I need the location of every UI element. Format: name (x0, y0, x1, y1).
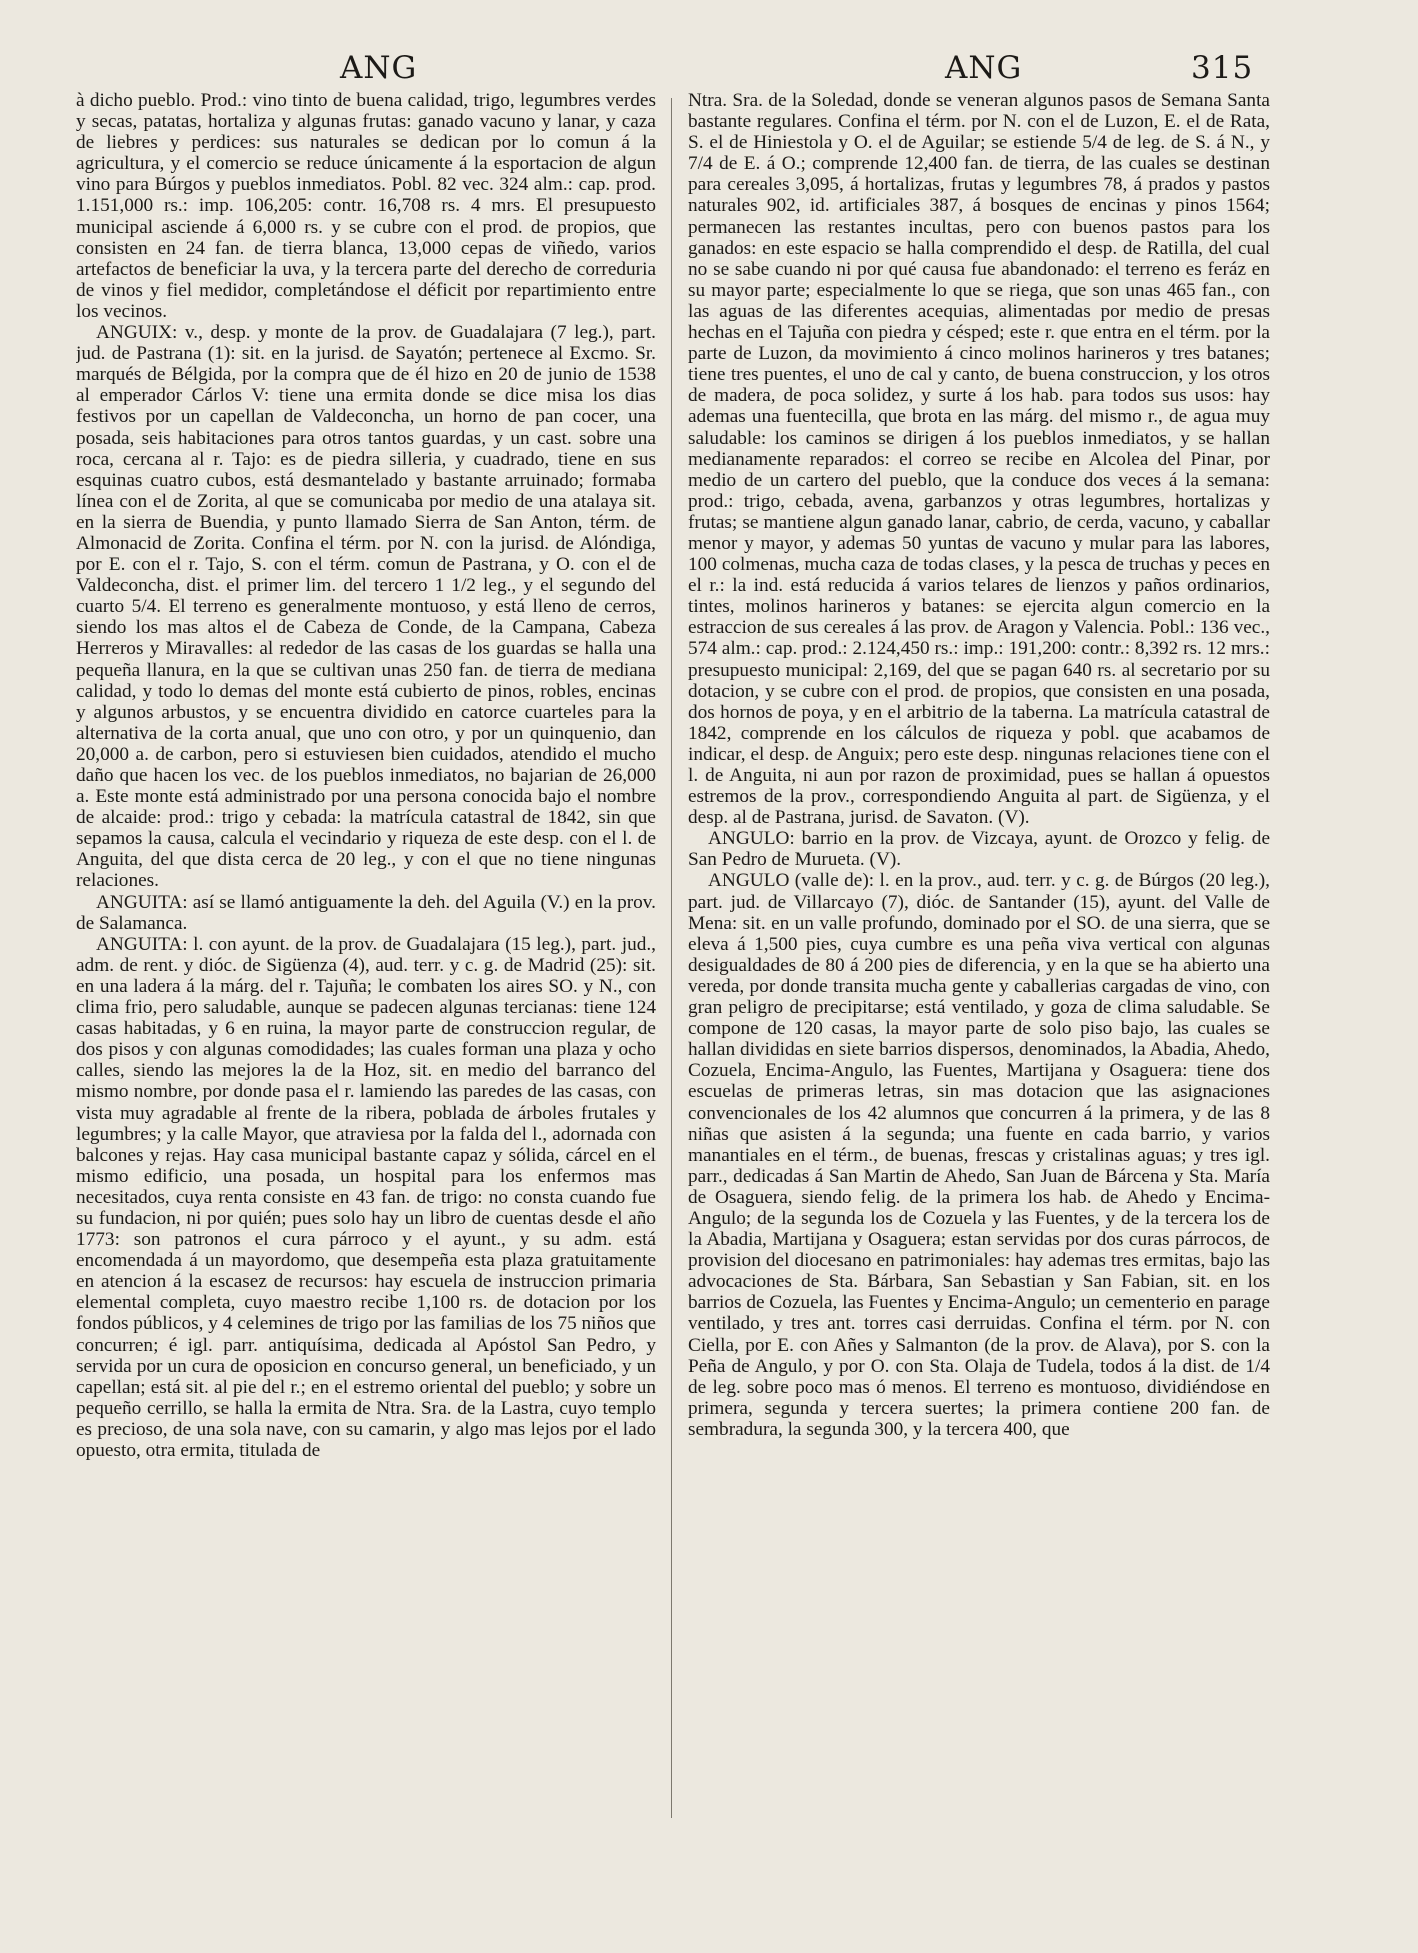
page-number: 315 (1191, 50, 1254, 86)
entry-anguix: ANGUIX: v., desp. y monte de la prov. de Guadalajara (7 leg.), part. jud. de Pastrana (1): sit. en la jurisd. de Sayatón; pertenece al Excmo. Sr. marqués de Bélgida, por la compra que de él hizo en 20 de junio de 1538 al emperador Cárlos V: tiene una ermita donde se dice misa los dias festivos por un capellan de Valdeconcha, un horno de pan cocer, una posada, seis habitaciones para otros tantos guardas, y un cast. sobre una roca, cercana al r. Tajo: es de piedra silleria, y cuadrado, tiene en sus esquinas cuatro cubos, está desmantelado y bastante arruinado; formaba línea con el de Zorita, al que se comunicaba por medio de una atalaya sit. en la sierra de Buendia, y punto llamado Sierra de San Anton, térm. de Almonacid de Zorita. Confina el térm. por N. con la jurisd. de Alóndiga, por E. con el r. Tajo, S. con el térm. comun de Pastrana, y O. con el de Valdeconcha, dist. el primer lim. del tercero 1 1/2 leg., y el segundo del cuarto 5/4. El terreno es generalmente montuoso, y está lleno de cerros, siendo los mas altos el de Cabeza de Conde, de la Campana, Cabeza Herreros y Miravalles: al rededor de las casas de los guardas se halla una pequeña llanura, en la que se cultivan unas 250 fan. de tierra de mediana calidad, y todo lo demas del monte está cubierto de pinos, robles, encinas y algunos arbustos, y se encuentra dividido en catorce cuarteles para la alternativa de la corta anual, que uno con otro, y por un quinquenio, dan 20,000 a. de carbon, pero si estuviesen bien cuidados, atendido el mucho daño que hacen los vec. de los pueblos inmediatos, no bajarian de 26,000 a. Este monte está administrado por una persona conocida bajo el nombre de alcaide: prod.: trigo y cebada: la matrícula catastral de 1842, sin que sepamos la causa, calcula el vecindario y riqueza de este desp. con el l. de Anguita, del que dista cerca de 20 leg., y con el que no tiene ningunas relaciones. (76, 322, 656, 892)
entry-angulo-barrio: ANGULO: barrio en la prov. de Vizcaya, ayunt. de Orozco y felig. de San Pedro de Murueta. (V). (688, 828, 1270, 871)
left-column (76, 90, 656, 1830)
right-running-head: ANG (945, 50, 1023, 86)
entry-anguita-deh: ANGUITA: así se llamó antiguamente la deh. del Aguila (V.) en la prov. de Salamanca. (76, 891, 656, 934)
right-column (688, 90, 1270, 1830)
page-header (0, 50, 1418, 94)
entry-angulo-valle: ANGULO (valle de): l. en la prov., aud. terr. y c. g. de Búrgos (20 leg.), part. jud. de Villarcayo (7), dióc. de Santander (15), ayunt. del Valle de Mena: sit. en un valle profundo, dominado por el SO. de una sierra, que se eleva á 1,500 pies, cuya cumbre es una peña viva vertical con algunas desigualdades de 80 á 200 pies de diferencia, y en la que se ha abierto una vereda, por donde transita mucha gente y caballerias cargadas de vino, con gran peligro de precipitarse; está ventilado, y goza de clima saludable. Se compone de 120 casas, la mayor parte de solo piso bajo, las cuales se hallan divididas en siete barrios dispersos, denominados, la Abadia, Ahedo, Cozuela, Encima-Angulo, las Fuentes, Martijana y Osaguera: tiene dos escuelas de primeras letras, sin mas dotacion que las asignaciones convencionales de los 42 alumnos que concurren á la primera, y de las 8 niñas que asisten á la segunda; una fuente en cada barrio, y varios manantiales en el térm., de buenas, frescas y cristalinas aguas; y tres igl. parr., dedicadas á San Martin de Ahedo, San Juan de Bárcena y Sta. María de Osaguera, siendo felig. de la primera los hab. de Ahedo y Encima-Angulo; de la segunda los de Cozuela y las Fuentes, y de la tercera los de la Abadia, Martijana y Osaguera; estan servidas por dos curas párrocos, de provision del diocesano en patrimoniales: hay ademas tres ermitas, bajo las advocaciones de Sta. Bárbara, San Sebastian y San Fabian, sit. en los barrios de Cozuela, las Fuentes y Encima-Angulo; un cementerio en parage ventilado, y tres ant. torres casi derruidas. Confina el térm. por N. con Ciella, por E. con Añes y Salmanton (de la prov. de Alava), por S. con la Peña de Angulo, y por O. con Sta. Olaja de Tudela, todos á la dist. de 1/4 de leg. sobre poco mas ó menos. El terreno es montuoso, dividiéndose en primera, segunda y tercera suertes; la primera contiene 200 fan. de sembradura, la segunda 300, y la tercera 400, que (688, 870, 1270, 1440)
entry-anguita: ANGUITA: l. con ayunt. de la prov. de Guadalajara (15 leg.), part. jud., adm. de rent. y dióc. de Sigüenza (4), aud. terr. y c. g. de Madrid (25): sit. en una ladera á la márg. del r. Tajuña; le combaten los aires SO. y N., con clima frio, pero saludable, aunque se padecen algunas tercianas: tiene 124 casas habitadas, y 6 en ruina, la mayor parte de construccion regular, de dos pisos y con algunas comodidades; las cuales forman una plaza y ocho calles, siendo las mejores la de la Hoz, sit. en medio del barranco del mismo nombre, por donde pasa el r. lamiendo las paredes de las casas, con vista muy agradable al frente de la ribera, poblada de árboles frutales y legumbres; y la calle Mayor, que atraviesa por la falda del l., adornada con balcones y rejas. Hay casa municipal bastante capaz y sólida, cárcel en el mismo edificio, una posada, un hospital para los enfermos mas necesitados, cuya renta consiste en 43 fan. de trigo: no consta cuando fue su fundacion, ni por quién; pues solo hay un libro de cuentas desde el año 1773: son patronos el cura párroco y el ayunt., y su adm. está encomendada á un mayordomo, que desempeña esta plaza gratuitamente en atencion á la escasez de recursos: hay escuela de instruccion primaria elemental completa, cuyo maestro recibe 1,100 rs. de dotacion por los fondos públicos, y 4 celemines de trigo por las familias de los 75 niños que concurren; é igl. parr. antiquísima, dedicada al Apóstol San Pedro, y servida por un cura de oposicion en concurso general, un beneficiado, y un capellan; está sit. al pie del r.; en el estremo oriental del pueblo; y sobre un pequeño cerrillo, se halla la ermita de Ntra. Sra. de la Lastra, cuyo templo es precioso, de una sola nave, con su camarin, y algo mas lejos por el lado opuesto, otra ermita, titulada de (76, 933, 656, 1461)
paragraph-continuation: Ntra. Sra. de la Soledad, donde se veneran algunos pasos de Semana Santa bastante regulares. Confina el térm. por N. con el de Luzon, E. el de Rata, S. el de Hiniestola y O. el de Aguilar; se estiende 5/4 de leg. de S. á N., y 7/4 de E. á O.; comprende 12,400 fan. de tierra, de las cuales se destinan para cereales 3,095, á hortalizas, frutas y legumbres 78, á prados y pastos naturales 902, id. artificiales 387, á bosques de encinas y pinos 1564; permanecen las restantes incultas, pero con buenos pastos para los ganados: en este espacio se halla comprendido el desp. de Ratilla, del cual no se sabe cuando ni por qué causa fue abandonado: el terreno es feráz en su mayor parte; especialmente lo que se riega, que son unas 465 fan., con las aguas de las diferentes acequias, alimentadas por medio de presas hechas en el Tajuña con piedra y césped; este r. que entra en el térm. por la parte de Luzon, da movimiento á cinco molinos harineros y tres batanes; tiene tres puentes, el uno de cal y canto, de buena construccion, y los otros de madera, de poca solidez, y surte á los hab. para todos sus usos: hay ademas una fuentecilla, que brota en las márg. del mismo r., de agua muy saludable: los caminos se dirigen á los pueblos inmediatos, y se hallan medianamente reparados: el correo se recibe en Alcolea del Pinar, por medio de un cartero del pueblo, que la conduce dos veces á la semana: prod.: trigo, cebada, avena, garbanzos y otras legumbres, hortalizas y frutas; se mantiene algun ganado lanar, cabrio, de cerda, vacuno, y caballar menor y mayor, y ademas 50 yuntas de vacuno y mular para las labores, 100 colmenas, mucha caza de todas clases, y la pesca de truchas y peces en el r.: la ind. está reducida á varios telares de lienzos y paños ordinarios, tintes, molinos harineros y batanes: se ejercita algun comercio en la estraccion de sus cereales á las prov. de Aragon y Valencia. Pobl.: 136 vec., 574 alm.: cap. prod.: 2.124,450 rs.: imp.: 191,200: contr.: 8,392 rs. 12 mrs.: presupuesto municipal: 2,169, del que se pagan 640 rs. al secretario por su dotacion, y se cubre con el prod. de propios, que consisten en una posada, dos hornos de poya, y en el arbitrio de la taberna. La matrícula catastral de 1842, comprende en los cálculos de riqueza y pobl. que acabamos de indicar, el desp. de Anguix; pero este desp. ningunas relaciones tiene con el l. de Anguita, ni aun por razon de proximidad, pues se hallan á opuestos estremos de la prov., correspondiendo Anguita al part. de Sigüenza, y el desp. al de Pastrana, jurisd. de Savaton. (V). (688, 90, 1270, 829)
paragraph-continuation: à dicho pueblo. Prod.: vino tinto de buena calidad, trigo, legumbres verdes y secas, patatas, hortaliza y algunas frutas: ganado vacuno y lanar, y caza de liebres y perdices: sus naturales se dedican por lo comun á la agricultura, y el comercio se reduce únicamente á la esportacion de algun vino para Búrgos y pueblos inmediatos. Pobl. 82 vec. 324 alm.: cap. prod. 1.151,000 rs.: imp. 106,205: contr. 16,708 rs. 4 mrs. El presupuesto municipal asciende á 6,000 rs. y se cubre con el prod. de propios, que consisten en 24 fan. de tierra blanca, 13,000 cepas de viñedo, varios artefactos de beneficiar la uva, y la tercera parte del derecho de correduria de vinos y fiel medidor, completándose el déficit por repartimiento entre los vecinos. (76, 90, 656, 322)
left-running-head: ANG (340, 50, 418, 86)
column-divider (671, 98, 672, 1818)
